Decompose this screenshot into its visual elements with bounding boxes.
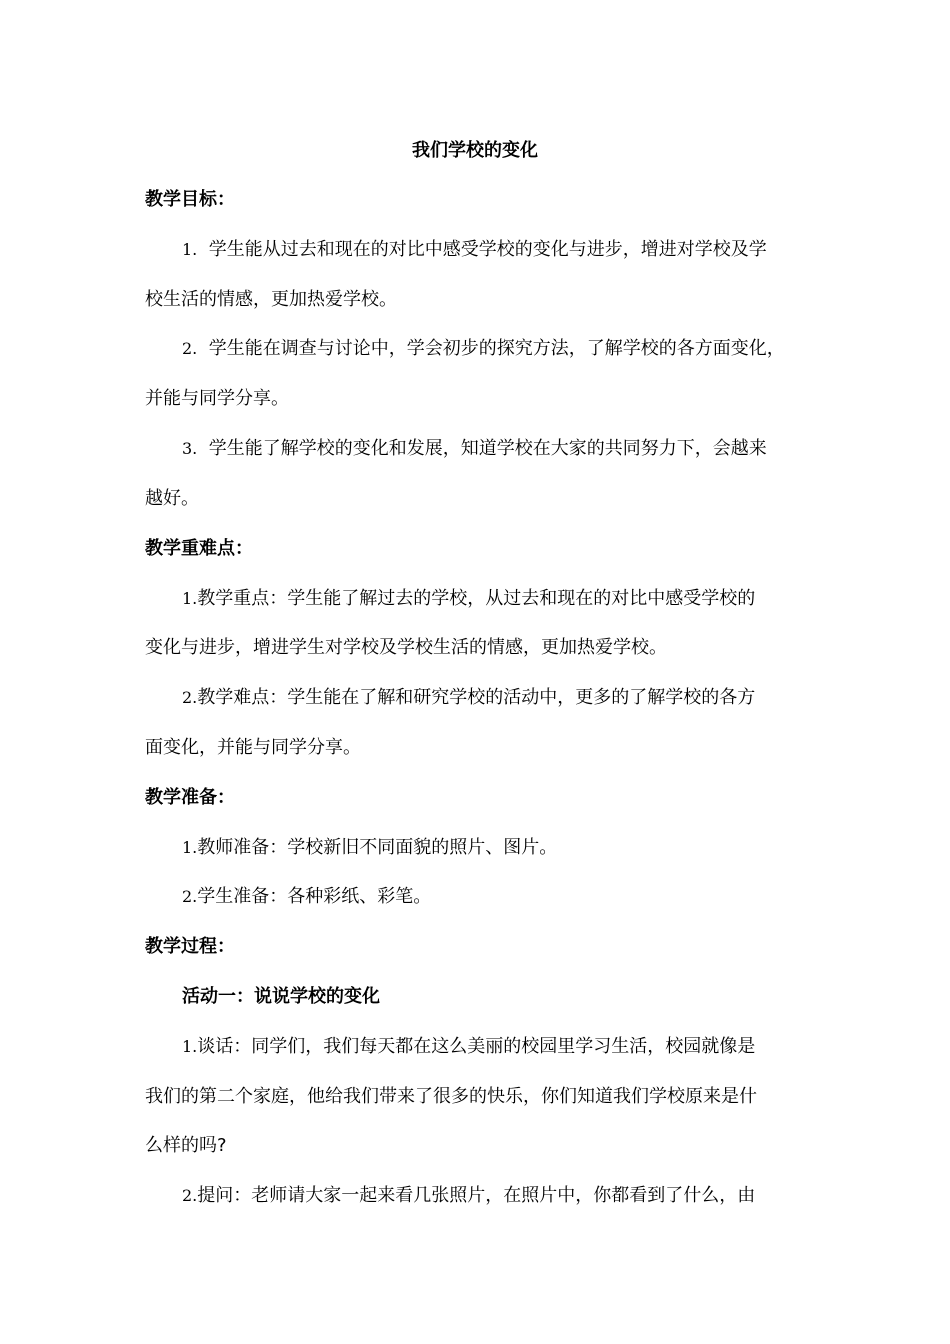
goal-item-2 [182,337,822,361]
preparation-heading: 教学准备： [145,787,235,808]
goal-item-1-continuation: 校生活的情感，更加热爱学校。 [145,289,397,310]
process-heading: 教学过程： [145,936,235,957]
process-item-2-number: 2. [182,1186,198,1205]
preparation-item-2-number: 2. [182,887,198,906]
process-item-1 [182,1035,822,1059]
preparation-item-1-number: 1. [182,838,198,857]
process-item-1-text: 谈话：同学们，我们每天都在这么美丽的校园里学习生活，校园就像是 [197,1036,756,1057]
process-item-1-number: 1. [182,1037,198,1056]
goal-item-1-text: 学生能从过去和现在的对比中感受学校的变化与进步，增进对学校及学 [208,239,767,260]
key-point-item-2-number: 2. [182,688,198,707]
preparation-item-2-text: 学生准备：各种彩纸、彩笔。 [197,886,432,907]
document-title: 我们学校的变化 [412,140,538,161]
goal-item-3 [182,437,822,461]
goal-item-3-number: 3. [182,439,198,458]
key-points-heading: 教学重难点： [145,538,253,559]
goals-heading: 教学目标： [145,189,235,210]
key-point-item-1-continuation: 变化与进步，增进学生对学校及学校生活的情感，更加热爱学校。 [145,637,667,658]
goal-item-1 [182,238,822,262]
preparation-item-2 [182,885,822,909]
goal-item-1-number: 1. [182,240,198,259]
goal-item-3-continuation: 越好。 [145,488,199,509]
goal-item-2-number: 2. [182,339,198,358]
goal-item-2-continuation: 并能与同学分享。 [145,388,289,409]
activity-one-heading: 活动一：说说学校的变化 [182,986,380,1007]
key-point-item-2 [182,686,822,710]
key-point-item-1-text: 教学重点：学生能了解过去的学校，从过去和现在的对比中感受学校的 [197,588,756,609]
goal-item-2-text: 学生能在调查与讨论中，学会初步的探究方法，了解学校的各方面变化， [208,338,785,359]
process-item-2 [182,1184,822,1208]
key-point-item-1 [182,587,822,611]
process-item-1-continuation-2: 么样的吗? [145,1135,227,1156]
key-point-item-2-continuation: 面变化，并能与同学分享。 [145,737,361,758]
key-point-item-2-text: 教学难点：学生能在了解和研究学校的活动中，更多的了解学校的各方 [197,687,756,708]
key-point-item-1-number: 1. [182,589,198,608]
process-item-2-text: 提问：老师请大家一起来看几张照片，在照片中，你都看到了什么，由 [197,1185,756,1206]
preparation-item-1 [182,836,822,860]
goal-item-3-text: 学生能了解学校的变化和发展，知道学校在大家的共同努力下，会越来 [208,438,767,459]
process-item-1-continuation-1: 我们的第二个家庭，他给我们带来了很多的快乐，你们知道我们学校原来是什 [145,1086,757,1107]
preparation-item-1-text: 教师准备：学校新旧不同面貌的照片、图片。 [197,837,558,858]
